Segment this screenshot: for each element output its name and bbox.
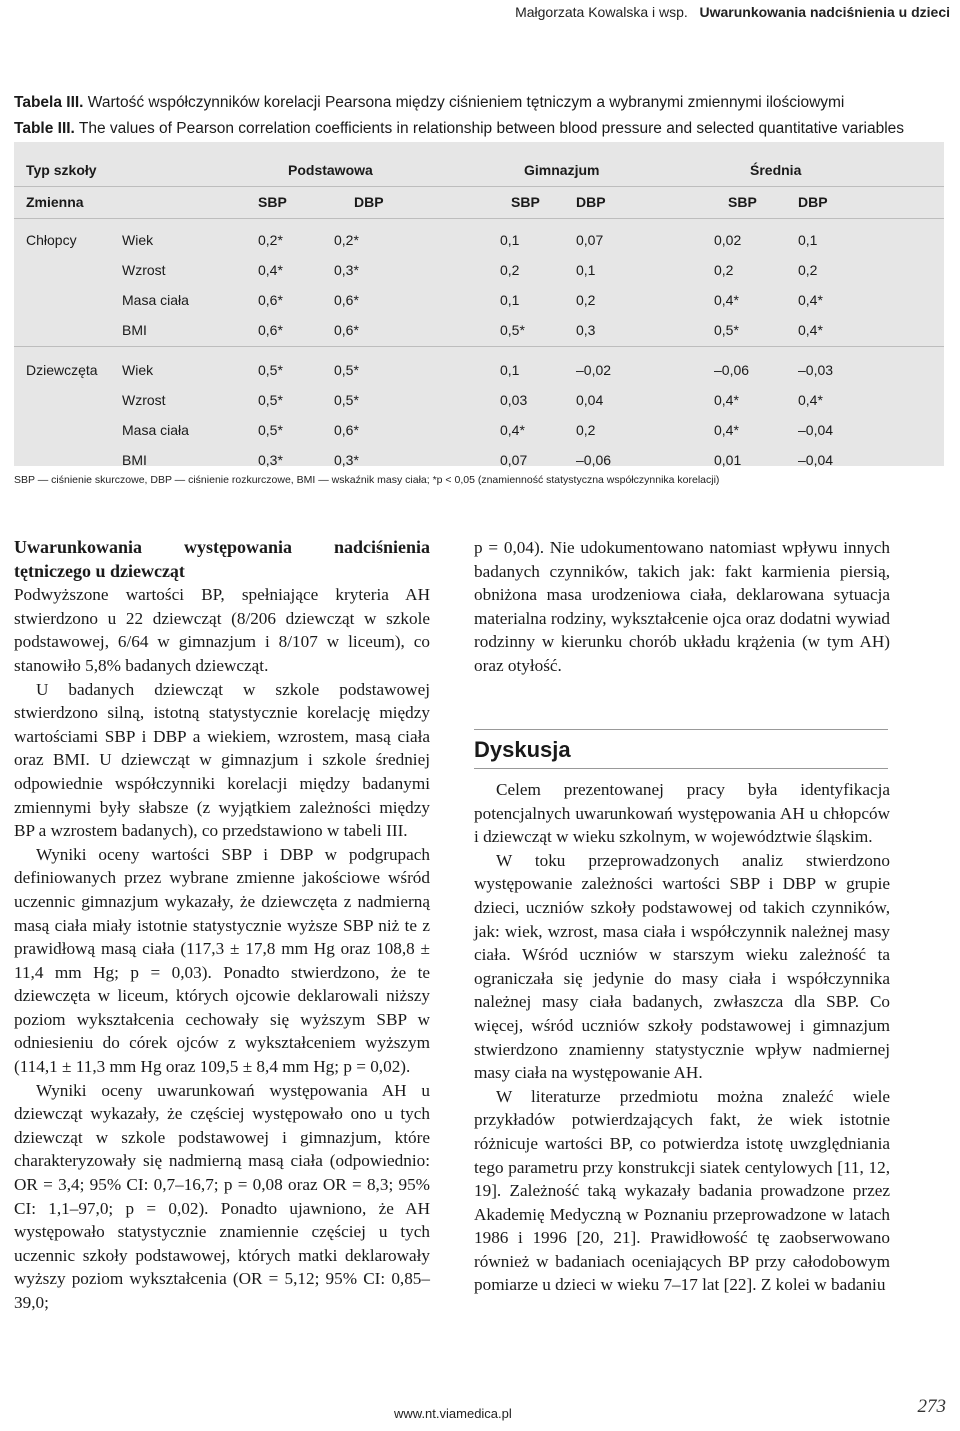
table-cell: 0,1: [576, 262, 596, 278]
table-label-en: Table III.: [14, 120, 75, 137]
row-variable: BMI: [122, 322, 147, 338]
table-cell: 0,2*: [258, 232, 283, 248]
table-cell: 0,6*: [258, 292, 283, 308]
table-cell: 0,3: [576, 322, 596, 338]
header-podstawowa: Podstawowa: [288, 162, 373, 178]
table-cell: 0,4*: [798, 292, 823, 308]
table-row: [14, 256, 944, 286]
table-cell: –0,04: [798, 452, 834, 468]
table-caption-pl: [14, 90, 954, 116]
header-zmienna: Zmienna: [26, 194, 84, 210]
table-cell: –0,06: [576, 452, 612, 468]
table-cell: 0,2*: [334, 232, 359, 248]
discussion-heading: [474, 729, 888, 764]
table-row: [14, 416, 944, 446]
table-row: [14, 356, 944, 386]
table-cell: 0,6*: [334, 292, 359, 308]
table-cell: 0,2: [576, 422, 596, 438]
table-cell: 0,4*: [798, 322, 823, 338]
running-head: [515, 4, 950, 20]
table-cell: 0,07: [500, 452, 528, 468]
table-cell: 0,6*: [334, 322, 359, 338]
paragraph: Wyniki oceny uwarunkowań występowania AH u dziewcząt wykazały, że częściej występowało ono u tych dziewcząt w szkole podstawowej i gimnazjum, które charakteryzowały się nadmierną masą ciała (odpowiednio: OR = 3,4; 95% CI: 0,7–16,7; p = 0,08 oraz OR = 8,3; 95% CI: 1,1–97,0; p = 0,02). Ponadto ujawniono, że AH występowało statystycznie znamiennie częściej u tych uczennic szkoły podstawowej, których matki deklarowały wyższy poziom wykształcenia (OR = 5,12; 95% CI: 0,85–39,0;: [14, 1080, 430, 1312]
header-col-1: SBP: [258, 194, 287, 210]
table-row: [14, 446, 944, 476]
page-number: 273: [917, 1396, 946, 1417]
table-cell: 0,4*: [714, 422, 739, 438]
header-school-type: Typ szkoły: [26, 162, 97, 178]
table-cell: 0,5*: [258, 362, 283, 378]
table-cell: 0,6*: [258, 322, 283, 338]
table-cell: 0,4*: [258, 262, 283, 278]
header-col-6: DBP: [798, 194, 828, 210]
table-cell: 0,5*: [334, 392, 359, 408]
table-title-en: The values of Pearson correlation coefficients in relationship between blood pressure and selected quantitative variables: [74, 120, 905, 137]
table-cell: 0,2: [576, 292, 596, 308]
table-cell: 0,6*: [334, 422, 359, 438]
table-cell: 0,07: [576, 232, 604, 248]
row-group: Dziewczęta: [26, 362, 98, 378]
header-col-3: SBP: [511, 194, 540, 210]
header-col-2: DBP: [354, 194, 384, 210]
section-title: Dyskusja: [474, 737, 571, 762]
table-row: [14, 316, 944, 346]
footer-url[interactable]: www.nt.viamedica.pl: [394, 1406, 512, 1421]
table-cell: 0,1: [500, 362, 520, 378]
table-title-pl: Wartość współczynników korelacji Pearsona między ciśnieniem tętniczym a wybranymi zmiennymi ilościowymi: [83, 94, 845, 111]
table-cell: –0,02: [576, 362, 612, 378]
table-cell: 0,4*: [714, 292, 739, 308]
table-header-school: [14, 156, 944, 186]
right-column-discussion: [474, 778, 890, 1297]
table-cell: –0,06: [714, 362, 750, 378]
table-cell: –0,04: [798, 422, 834, 438]
table-label-pl: Tabela III.: [14, 94, 84, 111]
row-variable: Wzrost: [122, 262, 166, 278]
running-head-authors: Małgorzata Kowalska i wsp.: [515, 4, 688, 20]
subsection-heading: Uwarunkowania występowania nadciśnienia tętniczego u dziewcząt: [14, 537, 430, 581]
table-cell: 0,1: [500, 292, 520, 308]
row-variable: Wiek: [122, 232, 154, 248]
right-column-top: [474, 536, 890, 678]
table-cell: 0,3*: [258, 452, 283, 468]
table-header-variables: [14, 188, 944, 218]
table-cell: 0,2: [714, 262, 734, 278]
row-variable: BMI: [122, 452, 147, 468]
header-gimnazjum: Gimnazjum: [524, 162, 600, 178]
header-col-4: DBP: [576, 194, 606, 210]
table-cell: 0,2: [798, 262, 818, 278]
table-cell: 0,1: [500, 232, 520, 248]
row-variable: Masa ciała: [122, 422, 189, 438]
table-cell: 0,02: [714, 232, 742, 248]
table-cell: 0,5*: [258, 392, 283, 408]
table-caption-en: [14, 116, 954, 142]
table-cell: –0,03: [798, 362, 834, 378]
table-cell: 0,1: [798, 232, 818, 248]
paragraph: Celem prezentowanej pracy była identyfikacja potencjalnych uwarunkowań występowania AH u chłopców i dziewcząt w wieku szkolnym, w województwie śląskim.: [474, 780, 890, 847]
table-cell: 0,01: [714, 452, 742, 468]
table-cell: 0,04: [576, 392, 604, 408]
table-cell: 0,2: [500, 262, 520, 278]
header-col-5: SBP: [728, 194, 757, 210]
table-caption: [14, 90, 954, 142]
table-cell: 0,5*: [334, 362, 359, 378]
table-cell: 0,4*: [500, 422, 525, 438]
row-group: Chłopcy: [26, 232, 77, 248]
paragraph: Wyniki oceny wartości SBP i DBP w podgrupach definiowanych przez wybrane zmienne jakościowe wśród uczennic gimnazjum wykazały, że dziewczęta z nadmierną masą ciała miały istotnie statystycznie wyższe SBP niż te z prawidłową masą ciała (117,3 ± 17,8 mm Hg oraz 108,8 ± 11,4 mm Hg; p = 0,03). Ponadto stwierdzono, że te dziewczęta w liceum, których ojcowie deklarowali niższy poziom wykształcenia cechowały się wyższym SBP w odniesieniu do córek ojców z wykształceniem wyższym (114,1 ± 11,3 mm Hg oraz 109,5 ± 8,4 mm Hg; p = 0,02).: [14, 844, 430, 1077]
table-cell: 0,3*: [334, 262, 359, 278]
left-column: [14, 536, 430, 1315]
header-srednia: Średnia: [750, 162, 802, 178]
paragraph: Podwyższone wartości BP, spełniające kryteria AH stwierdzono u 22 dziewcząt (8/206 dziewcząt w szkole podstawowej, 6/64 w gimnazjum i 8/107 w liceum), co stanowiło 5,8% badanych dziewcząt.: [14, 585, 430, 675]
table-cell: 0,5*: [714, 322, 739, 338]
row-variable: Masa ciała: [122, 292, 189, 308]
paragraph: U badanych dziewcząt w szkole podstawowej stwierdzono silną, istotną statystycznie korelację między wartościami SBP i DBP a wiekiem, wzrostem, masą ciała oraz BMI. U dziewcząt w gimnazjum i szkole średniej odpowiednie współczynniki korelacji między badanymi zmiennymi były słabsze (z wyjątkiem zależności między BP a wzrostem badanych), co przedstawiono w tabeli III.: [14, 679, 430, 841]
table-cell: 0,03: [500, 392, 528, 408]
table-cell: 0,4*: [714, 392, 739, 408]
row-variable: Wiek: [122, 362, 154, 378]
correlation-table: [14, 142, 944, 466]
table-row: [14, 386, 944, 416]
paragraph: W toku przeprowadzonych analiz stwierdzono występowanie zależności wartości SBP i DBP w grupie dzieci, uczniów szkoły podstawowej od takich czynników, jak: wiek, wzrost, masa ciała i współczynnik należnej masy ciała. Wśród uczniów w starszym wieku zależność ta ograniczała się jedynie do masy ciała i współczynnika należnej masy ciała badanych, zwłaszcza dla SBP. Co więcej, wśród uczniów szkoły podstawowej i gimnazjum stwierdzono znamienny statystycznie wpływ nadmiernej masy ciała na występowanie AH.: [474, 850, 890, 1083]
paragraph: p = 0,04). Nie udokumentowano natomiast wpływu innych badanych czynników, takich jak: fakt karmienia piersią, obniżona masa urodzeniowa ciała, deklarowana sytuacja materialna rodziny, wykształcenie ojca oraz dodatni wywiad rodzinny w kierunku chorób układu krążenia (w tym AH) oraz otyłość.: [474, 538, 890, 675]
row-variable: Wzrost: [122, 392, 166, 408]
table-cell: 0,5*: [258, 422, 283, 438]
running-head-title: Uwarunkowania nadciśnienia u dzieci: [699, 4, 950, 20]
table-row: [14, 226, 944, 256]
table-cell: 0,4*: [798, 392, 823, 408]
table-footnote: SBP — ciśnienie skurczowe, DBP — ciśnienie rozkurczowe, BMI — wskaźnik masy ciała; *p < 0,05 (znamienność statystyczna współczynnika korelacji): [14, 474, 720, 486]
table-row: [14, 286, 944, 316]
table-cell: 0,5*: [500, 322, 525, 338]
paragraph: W literaturze przedmiotu można znaleźć wiele przykładów potwierdzających fakt, że wiek istotnie różnicuje wartości BP, co potwierdza istotę uwzględniania tego parametru przy konstrukcji siatek centylowych [11, 12, 19]. Zależność taką wykazały badania prowadzone przez Akademię Medyczną w Poznaniu przeprowadzone w latach 1986 i 1996 [20, 21]. Prawidłowość tę zaobserwowano również w badaniach oceniających BP przy całodobowym pomiarze u dzieci w wieku 7–17 lat [22]. Z kolei w badaniu: [474, 1086, 890, 1295]
table-cell: 0,3*: [334, 452, 359, 468]
